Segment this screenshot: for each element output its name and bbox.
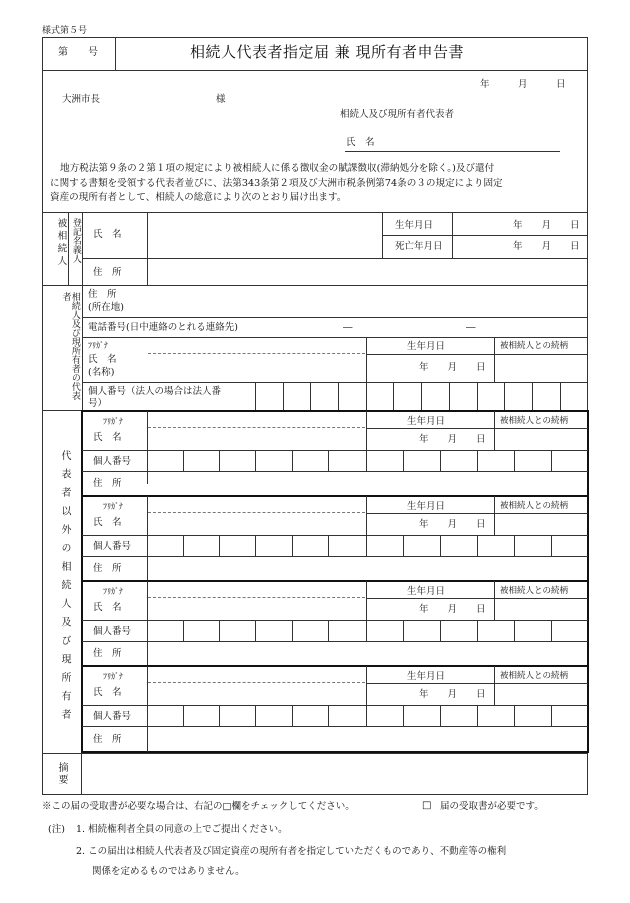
digit-divider xyxy=(477,535,478,556)
declaration-line: に関する書類を受領する代表者並びに、法第343条第２項及び大洲市税条例第74条の３の規定により固定 xyxy=(50,177,503,189)
other-birth-label: 生年月日 xyxy=(407,586,446,597)
digit-divider xyxy=(219,705,220,726)
other-name-label: 氏 名 xyxy=(93,432,122,443)
digit-divider xyxy=(551,620,552,641)
other-mynumber-field[interactable] xyxy=(148,536,587,556)
digit-divider xyxy=(219,450,220,471)
digit-divider xyxy=(514,450,515,471)
other-relation-label: 被相続人との続柄 xyxy=(500,501,569,511)
digit-divider xyxy=(283,382,284,410)
digit-divider xyxy=(255,535,256,556)
other-address-label: 住 所 xyxy=(93,648,122,659)
other-address-field[interactable] xyxy=(148,642,587,664)
decedent-address-label: 住 所 xyxy=(93,267,122,278)
rep-mynumber-label: 号） xyxy=(88,398,108,409)
divider xyxy=(68,212,69,285)
digit-divider xyxy=(292,535,293,556)
digit-divider xyxy=(366,382,367,410)
recipient: 大洲市長 xyxy=(62,94,101,105)
other-mynumber-label: 個人番号 xyxy=(93,456,132,467)
divider xyxy=(82,285,83,410)
other-name-field[interactable] xyxy=(148,412,365,449)
receipt-note: ※この届の受取書が必要な場合は、右記の□欄をチェックしてください。 xyxy=(42,801,355,812)
other-birth-date[interactable]: 年 月 日 xyxy=(419,689,486,700)
declaration-line: 資産の現所有者として、相続人の総意により次のとおり届け出ます。 xyxy=(50,192,347,204)
digit-divider xyxy=(183,705,184,726)
other-kana-label: ﾌﾘｶﾞﾅ xyxy=(103,417,123,426)
other-relation-label: 被相続人との続柄 xyxy=(500,671,569,681)
rep-name-sub: (名称) xyxy=(88,367,115,378)
digit-divider xyxy=(366,535,367,556)
divider xyxy=(115,37,116,71)
honorific: 様 xyxy=(216,94,226,105)
digit-divider xyxy=(440,705,441,726)
receipt-checkbox-label: 届の受取書が必要です。 xyxy=(440,801,544,812)
digit-divider xyxy=(366,450,367,471)
rep-name-field[interactable] xyxy=(148,338,365,381)
divider xyxy=(382,235,588,236)
digit-divider xyxy=(532,382,533,410)
other-birth-label: 生年月日 xyxy=(407,416,446,427)
rep-relation-label: 被相続人との続柄 xyxy=(500,341,569,351)
digit-divider xyxy=(328,705,329,726)
other-address-field[interactable] xyxy=(148,472,587,494)
page-title: 相続人代表者指定届 兼 現所有者申告書 xyxy=(190,43,465,61)
other-birth-date[interactable]: 年 月 日 xyxy=(419,434,486,445)
digit-divider xyxy=(440,450,441,471)
digit-divider xyxy=(514,620,515,641)
rep-phone-field[interactable] xyxy=(300,318,587,336)
other-kana-label: ﾌﾘｶﾞﾅ xyxy=(103,587,123,596)
divider xyxy=(366,337,367,382)
remarks-field[interactable] xyxy=(82,754,587,794)
digit-divider xyxy=(403,450,404,471)
decedent-section-label: 被相続人 xyxy=(55,218,67,268)
note-2-line-1: 2. この届出は相続人代表者及び固定資産の現所有者を指定していただくものであり、不動産等の権利 xyxy=(76,846,507,857)
decedent-name-label: 氏 名 xyxy=(93,229,122,240)
decedent-birth-label: 生年月日 xyxy=(395,220,434,231)
divider xyxy=(366,496,367,535)
other-name-label: 氏 名 xyxy=(93,517,122,528)
note-1: 1. 相続権利者全員の同意の上でご提出ください。 xyxy=(76,824,288,835)
digit-divider xyxy=(255,705,256,726)
digit-divider xyxy=(403,535,404,556)
other-relation-field[interactable] xyxy=(495,429,587,449)
digit-divider xyxy=(477,620,478,641)
digit-divider xyxy=(338,382,339,410)
other-name-label: 氏 名 xyxy=(93,687,122,698)
digit-divider xyxy=(310,382,311,410)
other-name-field[interactable] xyxy=(148,497,365,534)
digit-divider xyxy=(551,535,552,556)
digit-divider xyxy=(477,450,478,471)
other-relation-label: 被相続人との続柄 xyxy=(500,416,569,426)
other-kana-label: ﾌﾘｶﾞﾅ xyxy=(103,672,123,681)
digit-divider xyxy=(440,620,441,641)
digit-divider xyxy=(183,450,184,471)
divider xyxy=(366,411,367,450)
receipt-checkbox[interactable]: □ xyxy=(422,800,432,811)
other-relation-field[interactable] xyxy=(495,599,587,619)
digit-divider xyxy=(255,382,256,410)
digit-divider xyxy=(255,450,256,471)
other-relation-field[interactable] xyxy=(495,514,587,534)
digit-divider xyxy=(449,382,450,410)
digit-divider xyxy=(328,620,329,641)
representative-section-label: 相続人及び現所有者の代表者 xyxy=(60,292,80,400)
rep-mynumber-label: 個人番号（法人の場合は法人番 xyxy=(88,386,222,397)
rep-birth-label: 生年月日 xyxy=(407,341,446,352)
digit-divider xyxy=(292,705,293,726)
rep-relation-field[interactable] xyxy=(495,355,587,381)
phone-separator: ― xyxy=(343,322,353,333)
submitter-role: 相続人及び現所有者代表者 xyxy=(340,109,455,120)
other-address-field[interactable] xyxy=(148,557,587,579)
rep-address-label: 住 所 xyxy=(88,289,117,300)
digit-divider xyxy=(477,705,478,726)
digit-divider xyxy=(219,535,220,556)
other-address-field[interactable] xyxy=(148,727,587,751)
rep-birth-date[interactable]: 年 月 日 xyxy=(419,362,486,373)
form-id: 様式第５号 xyxy=(42,26,88,36)
divider xyxy=(82,212,83,285)
digit-divider xyxy=(560,382,561,410)
others-section-label: 代表者以外の相続人及び現所有者 xyxy=(59,450,70,728)
rep-phone-label: 電話番号(日中連絡のとれる連絡先) xyxy=(88,322,238,333)
other-kana-label: ﾌﾘｶﾞﾅ xyxy=(103,502,123,511)
other-name-field[interactable] xyxy=(148,667,365,704)
note-prefix: (注) xyxy=(48,824,65,835)
other-relation-field[interactable] xyxy=(495,684,587,704)
digit-divider xyxy=(440,535,441,556)
digit-divider xyxy=(504,382,505,410)
digit-divider xyxy=(366,705,367,726)
number-label: 第 号 xyxy=(58,47,98,58)
divider xyxy=(42,70,588,71)
digit-divider xyxy=(219,620,220,641)
digit-divider xyxy=(393,382,394,410)
other-name-field[interactable] xyxy=(148,582,365,619)
decedent-birth-date[interactable]: 年 月 日 xyxy=(513,220,580,231)
other-mynumber-label: 個人番号 xyxy=(93,541,132,552)
decedent-address-field[interactable] xyxy=(148,259,587,284)
divider xyxy=(366,581,367,620)
digit-divider xyxy=(292,620,293,641)
digit-divider xyxy=(403,705,404,726)
digit-divider xyxy=(328,535,329,556)
phone-separator: ― xyxy=(466,322,476,333)
other-birth-label: 生年月日 xyxy=(407,671,446,682)
digit-divider xyxy=(403,620,404,641)
other-mynumber-field[interactable] xyxy=(148,451,587,471)
other-birth-date[interactable]: 年 月 日 xyxy=(419,519,486,530)
digit-divider xyxy=(255,620,256,641)
digit-divider xyxy=(292,450,293,471)
decedent-name-field[interactable] xyxy=(148,213,381,257)
other-mynumber-label: 個人番号 xyxy=(93,626,132,637)
submission-date: 年 月 日 xyxy=(480,79,566,90)
remarks-label: 摘要 xyxy=(56,762,67,786)
decedent-death-label: 死亡年月日 xyxy=(395,241,443,252)
divider xyxy=(366,666,367,705)
digit-divider xyxy=(183,535,184,556)
digit-divider xyxy=(366,620,367,641)
other-name-label: 氏 名 xyxy=(93,602,122,613)
note-2-line-2: 関係を定めるものではありません。 xyxy=(92,866,245,877)
digit-divider xyxy=(514,705,515,726)
other-mynumber-label: 個人番号 xyxy=(93,711,132,722)
digit-divider xyxy=(328,450,329,471)
rep-name-label: 氏 名 xyxy=(88,354,117,365)
other-address-label: 住 所 xyxy=(93,563,122,574)
submitter-name-label: 氏 名 xyxy=(346,137,375,148)
rep-kana-label: ﾌﾘｶﾞﾅ xyxy=(88,341,108,350)
digit-divider xyxy=(551,450,552,471)
digit-divider xyxy=(551,705,552,726)
digit-divider xyxy=(514,535,515,556)
other-birth-date[interactable]: 年 月 日 xyxy=(419,604,486,615)
other-birth-label: 生年月日 xyxy=(407,501,446,512)
other-relation-label: 被相続人との続柄 xyxy=(500,586,569,596)
other-mynumber-field[interactable] xyxy=(148,621,587,641)
declaration-line: 地方税法第９条の２第１項の規定により被相続人に係る徴収金の賦課徴収(滞納処分を除く。)及び還付 xyxy=(60,163,495,174)
digit-divider xyxy=(183,620,184,641)
other-mynumber-field[interactable] xyxy=(148,706,587,726)
digit-divider xyxy=(477,382,478,410)
other-address-label: 住 所 xyxy=(93,734,122,745)
digit-divider xyxy=(421,382,422,410)
rep-address-sub: (所在地) xyxy=(88,302,124,313)
declaration-text xyxy=(50,162,585,206)
rep-address-field[interactable] xyxy=(150,286,587,316)
decedent-death-date[interactable]: 年 月 日 xyxy=(513,241,580,252)
submitter-name-line[interactable] xyxy=(345,151,560,152)
other-address-label: 住 所 xyxy=(93,478,122,489)
registered-owner-label: 登記名義人 xyxy=(70,218,81,263)
